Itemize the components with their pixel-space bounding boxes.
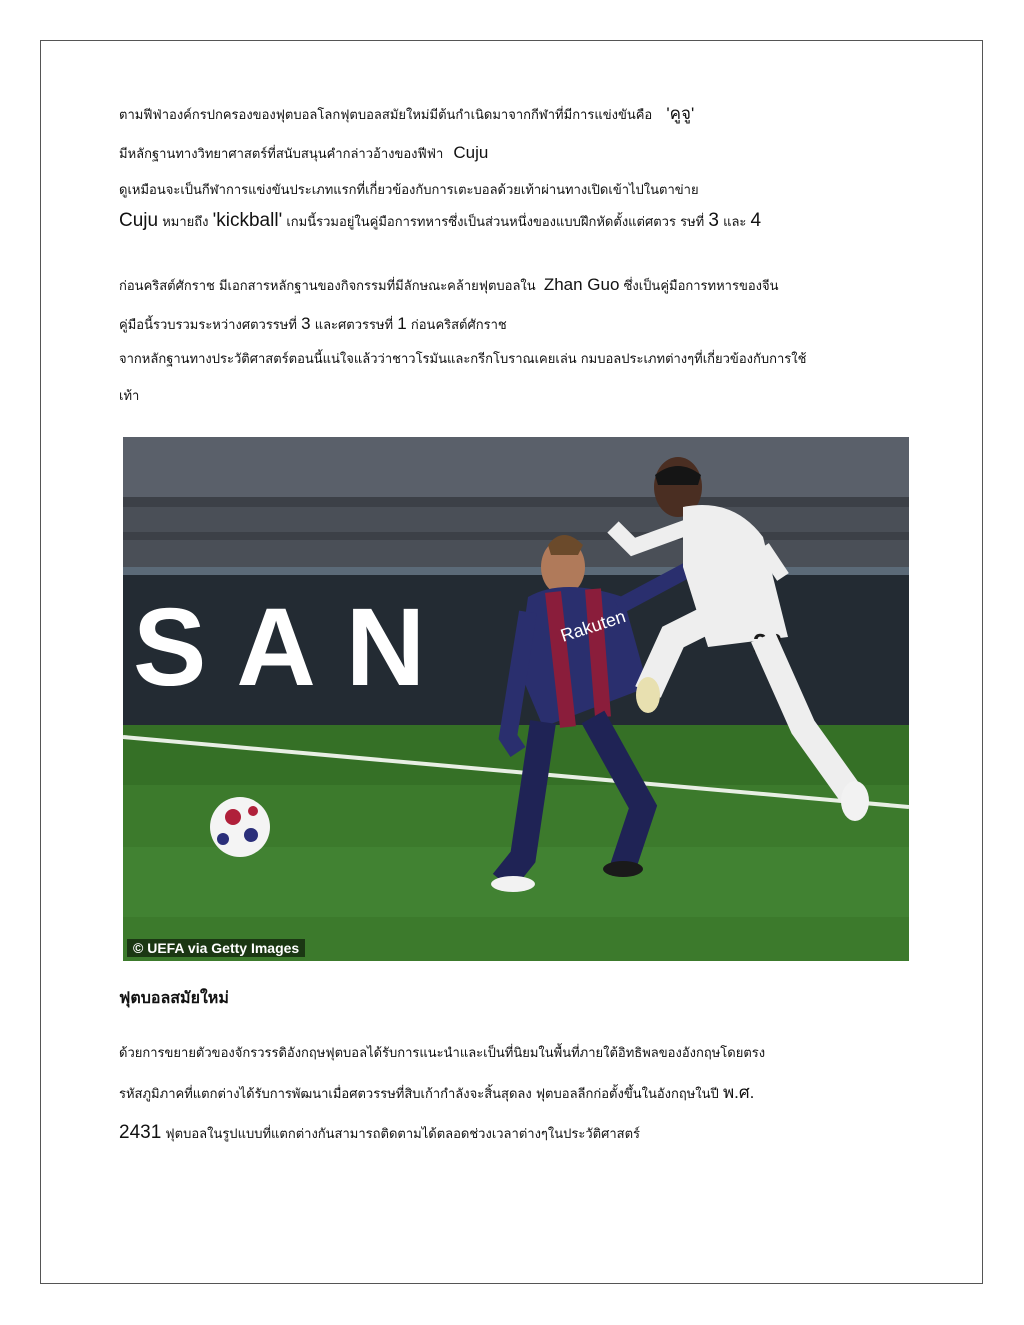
number: 1 — [397, 314, 407, 333]
text: หมายถึง — [162, 215, 209, 230]
board-text: SAN — [133, 586, 456, 709]
year: 2431 — [119, 1122, 162, 1143]
number: 3 — [301, 314, 311, 333]
paragraph-3-line-2 — [119, 1081, 754, 1105]
text: ก่อนคริสต์ศักราช มีเอกสารหลักฐานของกิจกรรมที่มีลักษณะคล้ายฟุตบอลใน — [119, 279, 536, 294]
paragraph-1-line-1 — [119, 104, 694, 126]
paragraph-2-line-1 — [119, 208, 761, 234]
paragraph-1-line-3: ดูเหมือนจะเป็นกีฬาการแข่งขันประเภทแรกที่เกี่ยวข้องกับการเตะบอลด้วยเท้าผ่านทางเปิดเข้าไปในตาข่าย — [119, 183, 699, 198]
term-kickball: 'kickball' — [212, 210, 283, 231]
term-cuju: Cuju — [119, 210, 159, 231]
text: รหัสภูมิภาคที่แตกต่างได้รับการพัฒนาเมื่อศตวรรษที่สิบเก้ากำลังจะสิ้นสุดลง ฟุตบอลลีกก่อตั้งขึ้นในอังกฤษในปี — [119, 1087, 719, 1102]
text: ตามฟีฟ่าองค์กรปกครองของฟุตบอลโลกฟุตบอลสมัยใหม่มีต้นกำเนิดมาจากกีฬาที่มีการแข่งขันคือ — [119, 108, 653, 123]
paragraph-2-line-5: เท้า — [119, 389, 140, 404]
era-abbreviation: พ.ศ. — [722, 1083, 755, 1102]
ball — [210, 797, 270, 857]
text: ก่อนคริสต์ศักราช — [410, 318, 507, 333]
text: และ — [723, 215, 747, 230]
number: 3 — [708, 210, 719, 231]
player-number: 22 — [753, 628, 782, 658]
paragraph-3-line-3 — [119, 1120, 640, 1146]
number: 4 — [750, 210, 762, 231]
term-zhan-guo: Zhan Guo — [543, 275, 620, 294]
text: ฟุตบอลในรูปแบบที่แตกต่างกันสามารถติดตามได้ตลอดช่วงเวลาต่างๆในประวัติศาสตร์ — [165, 1127, 641, 1142]
term-cuju: Cuju — [453, 143, 489, 162]
text: คู่มือนี้รวบรวมระหว่างศตวรรษที่ — [119, 318, 297, 333]
section-heading: ฟุตบอลสมัยใหม่ — [119, 988, 229, 1007]
text: เกมนี้รวมอยู่ในคู่มือการทหารซึ่งเป็นส่วนหนึ่งของแบบฝึกหัดตั้งแต่ศตวร รษที่ — [286, 215, 705, 230]
term-kuju: 'คูจู' — [666, 104, 695, 123]
text: มีหลักฐานทางวิทยาศาสตร์ที่สนับสนุนคำกล่าวอ้างของฟีฟ่า — [119, 147, 444, 162]
photo-credit: © UEFA via Getty Images — [127, 939, 305, 957]
photo-illustration — [123, 437, 909, 961]
text: และศตวรรษที่ — [314, 318, 394, 333]
football-photo — [123, 437, 909, 961]
paragraph-1-line-2 — [119, 143, 488, 165]
paragraph-2-line-4: จากหลักฐานทางประวัติศาสตร์ตอนนี้แน่ใจแล้วว่าชาวโรมันและกรีกโบราณเคยเล่น กมบอลประเภทต่างๆที่เกี่ยวข้องกับการใช้ — [119, 352, 807, 367]
shirt-sponsor: Rakuten — [558, 606, 629, 646]
paragraph-2-line-3 — [119, 312, 507, 336]
paragraph-3-line-1: ด้วยการขยายตัวของจักรวรรดิอังกฤษฟุตบอลได้รับการแนะนำและเป็นที่นิยมในพื้นที่ภายใต้อิทธิพลของอังกฤษโดยตรง — [119, 1046, 766, 1061]
text: ซึ่งเป็นคู่มือการทหารของจีน — [623, 279, 779, 294]
paragraph-2-line-2 — [119, 273, 779, 297]
